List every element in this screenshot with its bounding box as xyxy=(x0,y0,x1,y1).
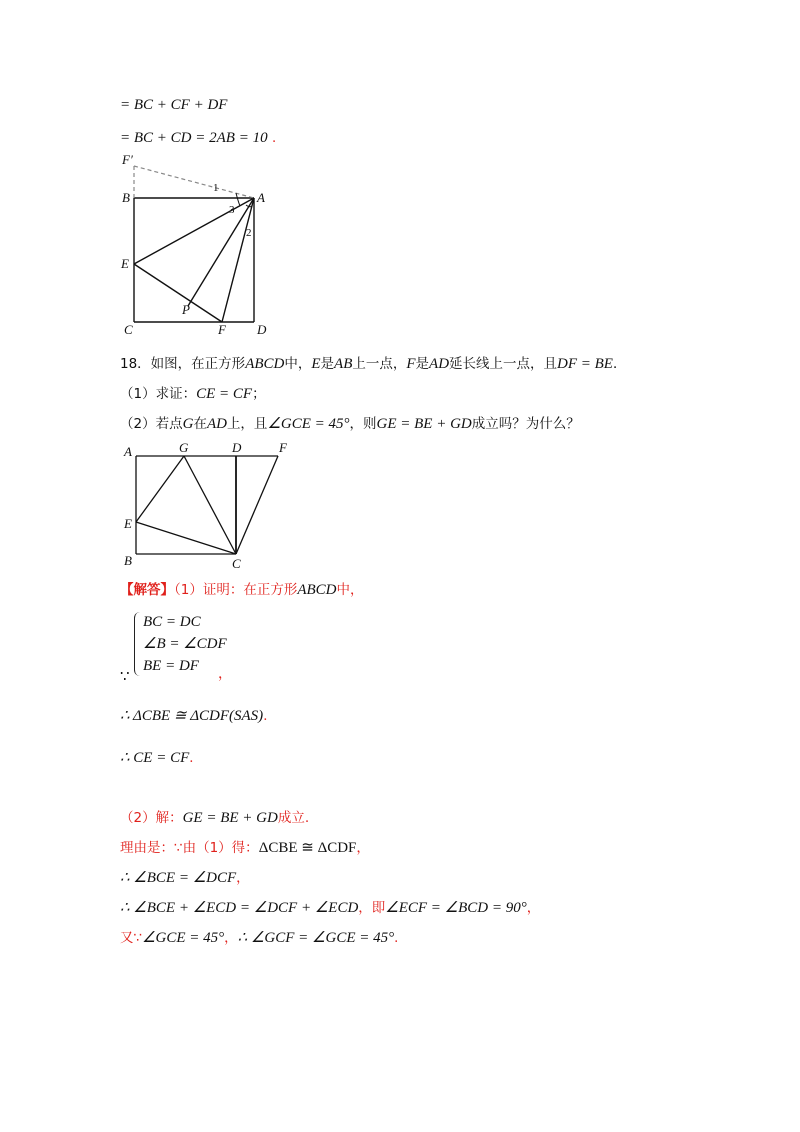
text-segment: 中， xyxy=(336,582,364,598)
math-F: F xyxy=(406,356,416,372)
proof-line-2-expr: = BC + CD = 2AB = 10 xyxy=(120,130,268,146)
text-segment: ， xyxy=(224,930,238,946)
red-mark: . xyxy=(189,751,194,766)
figure-1-square-diagram xyxy=(115,150,285,340)
question-1 xyxy=(120,384,266,404)
math-E: E xyxy=(311,356,321,372)
fig2-label-F: F xyxy=(279,440,287,455)
text-segment: 上，且 xyxy=(226,416,268,432)
math-expr: GE = BE + GD xyxy=(182,810,278,826)
system-row-1: BC = DC xyxy=(143,614,201,630)
math-expr: CE = CF xyxy=(196,386,253,402)
text-segment: （2）解： xyxy=(120,810,183,826)
math-expr: ΔCBE ≅ ΔCDF xyxy=(258,840,357,856)
math-ABCD: ABCD xyxy=(245,356,285,372)
text-segment: 是 xyxy=(415,356,430,372)
fig2-label-C: C xyxy=(232,556,241,570)
question-2 xyxy=(120,414,580,434)
fig2-label-G: G xyxy=(179,440,189,455)
text-segment: 是 xyxy=(320,356,335,372)
fig2-label-A: A xyxy=(124,444,132,459)
math-condition: DF = BE xyxy=(557,356,613,372)
fig1-angle-1: 1 xyxy=(213,182,219,194)
text-segment: （1）证明：在正方形 xyxy=(174,582,298,598)
fig1-label-E: E xyxy=(121,256,129,271)
text-segment: ，则 xyxy=(349,416,377,432)
math-expr: ∴ ∠BCE + ∠ECD = ∠DCF + ∠ECD xyxy=(120,900,359,916)
text-segment: 理由是：∵由（1）得： xyxy=(120,840,259,856)
red-mark: . xyxy=(263,709,268,724)
step-2 xyxy=(120,898,540,918)
fig2-label-D: D xyxy=(232,440,242,455)
text-segment: 在 xyxy=(193,416,207,432)
fig1-label-D: D xyxy=(257,322,267,337)
proof-line-1: = BC + CF + DF xyxy=(120,97,228,113)
math-expr: ∴ CE = CF xyxy=(120,750,190,766)
text-segment: ． xyxy=(612,356,627,372)
step-1 xyxy=(120,868,250,888)
solution-head: 【解答】 xyxy=(120,582,174,598)
fig1-label-F: F xyxy=(218,322,226,337)
red-mark: ， xyxy=(218,666,232,682)
problem-18-statement xyxy=(120,354,626,374)
math-angle: ∠GCE = 45° xyxy=(267,416,350,432)
equation-system-brace xyxy=(134,612,143,676)
math-expr: ∴ ΔCBE ≅ ΔCDF(SAS) xyxy=(120,708,264,724)
math-AD: AD xyxy=(429,356,450,372)
text-segment: 又∵ xyxy=(120,930,143,946)
fig1-angle-3: 3 xyxy=(229,204,235,216)
text-segment: （1）求证： xyxy=(120,386,197,402)
text-segment: 延长线上一点，且 xyxy=(449,356,558,372)
math-AD: AD xyxy=(206,416,227,432)
math-expr: ∴ ∠GCF = ∠GCE = 45° xyxy=(237,930,395,946)
system-row-3: BE = DF xyxy=(143,658,199,674)
congruence-line xyxy=(120,706,267,727)
red-mark: ， xyxy=(526,900,541,916)
fig2-label-B: B xyxy=(124,553,132,568)
text-segment: 上一点， xyxy=(352,356,407,372)
reason-line xyxy=(120,838,370,858)
math-ABCD: ABCD xyxy=(297,582,337,598)
text-segment: 成立吗？为什么？ xyxy=(471,416,580,432)
red-mark: ， xyxy=(236,870,250,886)
fig2-label-E: E xyxy=(124,516,132,531)
text-segment: ， xyxy=(356,840,370,856)
fig1-label-P: P xyxy=(182,302,190,317)
figure-2-square-diagram xyxy=(115,440,295,570)
solution-part-2-header xyxy=(120,808,309,828)
red-mark: . xyxy=(394,931,399,946)
math-G: G xyxy=(182,416,194,432)
ce-cf-line xyxy=(120,748,193,769)
fig1-angle-2: 2 xyxy=(246,227,252,239)
math-expr: ∴ ∠BCE = ∠DCF xyxy=(120,870,237,886)
fig1-label-B: B xyxy=(122,190,130,205)
text-segment: 18．如图，在正方形 xyxy=(120,356,246,372)
fig1-label-C: C xyxy=(124,322,133,337)
red-mark: . xyxy=(272,131,277,146)
text-segment: 中， xyxy=(284,356,312,372)
fig1-label-A: A xyxy=(257,190,265,205)
text-segment: ； xyxy=(252,386,266,402)
text-segment: （2）若点 xyxy=(120,416,183,432)
solution-part-1-header xyxy=(120,580,364,600)
system-row-2: ∠B = ∠CDF xyxy=(143,636,227,652)
math-AB: AB xyxy=(334,356,353,372)
math-expr: GE = BE + GD xyxy=(376,416,472,432)
math-expr: ∠GCE = 45° xyxy=(142,930,225,946)
because-symbol: ∵ xyxy=(120,667,130,685)
text-segment: 成立. xyxy=(277,810,310,826)
text-segment: ，即 xyxy=(358,900,386,916)
step-3 xyxy=(120,928,398,949)
math-expr: ∠ECF = ∠BCD = 90° xyxy=(385,900,527,916)
proof-line-2 xyxy=(120,128,276,149)
fig1-label-Fp: F′ xyxy=(122,152,133,167)
